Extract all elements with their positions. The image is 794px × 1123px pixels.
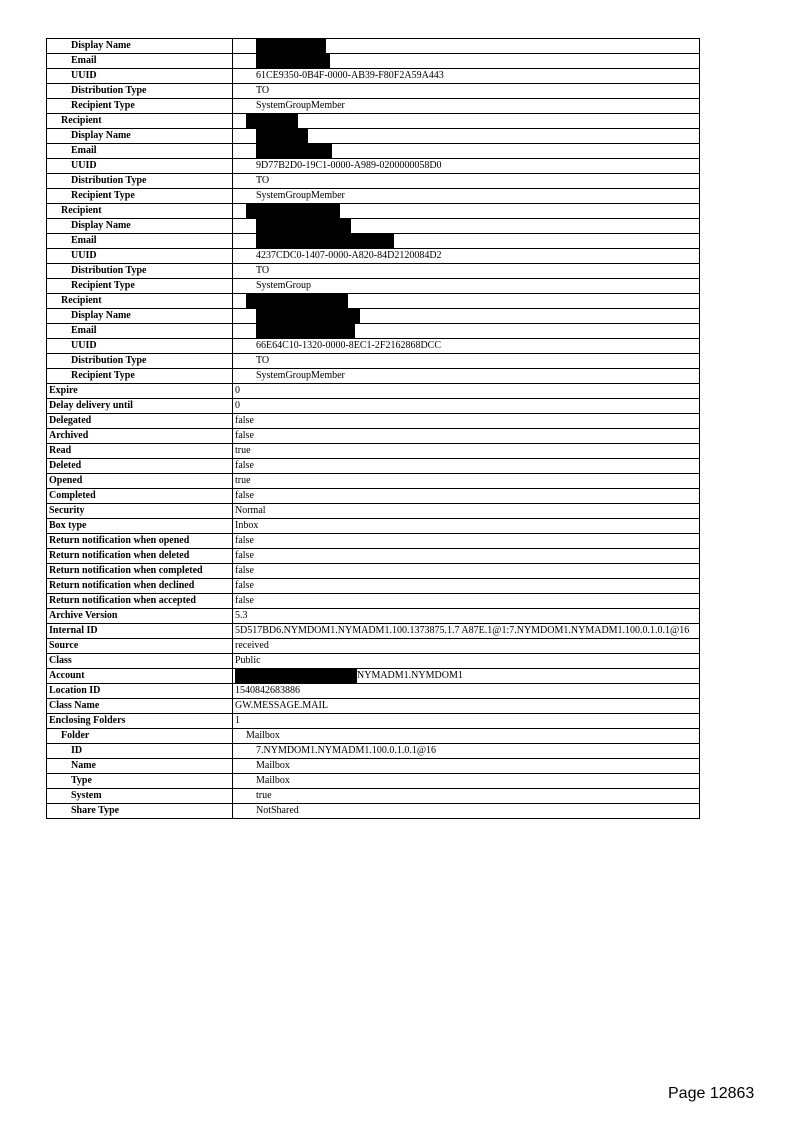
redaction-block bbox=[256, 219, 351, 233]
field-label: Enclosing Folders bbox=[47, 714, 233, 729]
table-row bbox=[47, 594, 700, 609]
table-row bbox=[47, 129, 700, 144]
table-row bbox=[47, 444, 700, 459]
field-value bbox=[233, 114, 700, 129]
table-row bbox=[47, 519, 700, 534]
field-value bbox=[233, 309, 700, 324]
field-label: Share Type bbox=[47, 804, 233, 819]
record-table bbox=[46, 38, 700, 819]
field-label: Display Name bbox=[47, 129, 233, 144]
field-label: Recipient Type bbox=[47, 189, 233, 204]
field-value bbox=[233, 294, 700, 309]
table-row bbox=[47, 279, 700, 294]
field-label: Archive Version bbox=[47, 609, 233, 624]
table-row bbox=[47, 729, 700, 744]
field-value: NotShared bbox=[233, 804, 700, 819]
field-label: Account bbox=[47, 669, 233, 684]
table-row bbox=[47, 759, 700, 774]
field-label: Folder bbox=[47, 729, 233, 744]
redaction-block bbox=[256, 144, 332, 158]
field-value: false bbox=[233, 489, 700, 504]
field-label: Return notification when deleted bbox=[47, 549, 233, 564]
table-row bbox=[47, 384, 700, 399]
field-value: SystemGroup bbox=[233, 279, 700, 294]
field-value bbox=[233, 219, 700, 234]
field-label: Recipient Type bbox=[47, 99, 233, 114]
field-label: Return notification when declined bbox=[47, 579, 233, 594]
redaction-block bbox=[256, 309, 360, 323]
table-row bbox=[47, 564, 700, 579]
field-label: Delay delivery until bbox=[47, 399, 233, 414]
field-value bbox=[233, 234, 700, 249]
table-row bbox=[47, 429, 700, 444]
field-value: Public bbox=[233, 654, 700, 669]
table-row bbox=[47, 99, 700, 114]
table-row bbox=[47, 234, 700, 249]
field-value bbox=[233, 324, 700, 339]
page-number: Page 12863 bbox=[668, 1085, 755, 1102]
field-value: Mailbox bbox=[233, 774, 700, 789]
table-row bbox=[47, 144, 700, 159]
field-value: 1540842683886 bbox=[233, 684, 700, 699]
table-row bbox=[47, 264, 700, 279]
table-row bbox=[47, 789, 700, 804]
redaction-block bbox=[256, 39, 326, 53]
table-row bbox=[47, 414, 700, 429]
field-value bbox=[233, 204, 700, 219]
redaction-block bbox=[256, 54, 330, 68]
field-label: ID bbox=[47, 744, 233, 759]
field-value: 0 bbox=[233, 384, 700, 399]
field-value: false bbox=[233, 534, 700, 549]
field-value: false bbox=[233, 594, 700, 609]
field-label: Return notification when opened bbox=[47, 534, 233, 549]
field-value: 7.NYMDOM1.NYMADM1.100.0.1.0.1@16 bbox=[233, 744, 700, 759]
table-row bbox=[47, 549, 700, 564]
field-label: Distribution Type bbox=[47, 264, 233, 279]
table-row bbox=[47, 69, 700, 84]
field-label: Display Name bbox=[47, 39, 233, 54]
field-label: Email bbox=[47, 54, 233, 69]
table-row bbox=[47, 804, 700, 819]
field-value: Mailbox bbox=[233, 729, 700, 744]
table-row bbox=[47, 609, 700, 624]
table-row bbox=[47, 189, 700, 204]
table-row bbox=[47, 54, 700, 69]
field-value bbox=[233, 129, 700, 144]
field-label: UUID bbox=[47, 249, 233, 264]
field-value: true bbox=[233, 789, 700, 804]
field-value: TO bbox=[233, 354, 700, 369]
field-value: false bbox=[233, 429, 700, 444]
table-row bbox=[47, 354, 700, 369]
table-row bbox=[47, 339, 700, 354]
table-row bbox=[47, 714, 700, 729]
field-value: 5.3 bbox=[233, 609, 700, 624]
field-value bbox=[233, 144, 700, 159]
field-label: Expire bbox=[47, 384, 233, 399]
field-value bbox=[233, 39, 700, 54]
table-row bbox=[47, 579, 700, 594]
table-row bbox=[47, 774, 700, 789]
field-value: 5D517BD6.NYMDOM1.NYMADM1.100.1373875.1.7 A87E.1@1:7.NYMDOM1.NYMADM1.100.0.1.0.1@16 bbox=[233, 624, 700, 639]
redaction-block bbox=[256, 234, 394, 248]
field-value: GW.MESSAGE.MAIL bbox=[233, 699, 700, 714]
table-row bbox=[47, 534, 700, 549]
table-row bbox=[47, 219, 700, 234]
field-value: 0 bbox=[233, 399, 700, 414]
field-label: Return notification when accepted bbox=[47, 594, 233, 609]
field-label: Recipient Type bbox=[47, 369, 233, 384]
field-label: Distribution Type bbox=[47, 84, 233, 99]
field-label: Email bbox=[47, 144, 233, 159]
table-row bbox=[47, 204, 700, 219]
field-value bbox=[233, 54, 700, 69]
field-label: Delegated bbox=[47, 414, 233, 429]
field-value: false bbox=[233, 414, 700, 429]
field-value: SystemGroupMember bbox=[233, 369, 700, 384]
field-label: Location ID bbox=[47, 684, 233, 699]
table-row bbox=[47, 159, 700, 174]
table-row bbox=[47, 459, 700, 474]
account-value: NYMADM1.NYMDOM1 bbox=[357, 670, 463, 681]
field-value: received bbox=[233, 639, 700, 654]
field-label: Return notification when completed bbox=[47, 564, 233, 579]
field-label: Completed bbox=[47, 489, 233, 504]
field-value bbox=[233, 669, 700, 684]
field-label: Internal ID bbox=[47, 624, 233, 639]
table-row bbox=[47, 399, 700, 414]
field-value: SystemGroupMember bbox=[233, 99, 700, 114]
table-row bbox=[47, 744, 700, 759]
field-value: Inbox bbox=[233, 519, 700, 534]
field-label: Email bbox=[47, 324, 233, 339]
field-value: false bbox=[233, 564, 700, 579]
field-label: Box type bbox=[47, 519, 233, 534]
field-value: true bbox=[233, 474, 700, 489]
field-value: 61CE9350-0B4F-0000-AB39-F80F2A59A443 bbox=[233, 69, 700, 84]
table-row bbox=[47, 84, 700, 99]
field-value: 66E64C10-1320-0000-8EC1-2F2162868DCC bbox=[233, 339, 700, 354]
table-row bbox=[47, 654, 700, 669]
field-label: Display Name bbox=[47, 219, 233, 234]
table-row bbox=[47, 174, 700, 189]
table-row bbox=[47, 39, 700, 54]
field-label: UUID bbox=[47, 159, 233, 174]
field-label: Deleted bbox=[47, 459, 233, 474]
table-row bbox=[47, 324, 700, 339]
table-row bbox=[47, 684, 700, 699]
field-value: SystemGroupMember bbox=[233, 189, 700, 204]
field-value: true bbox=[233, 444, 700, 459]
table-row bbox=[47, 114, 700, 129]
field-label: Display Name bbox=[47, 309, 233, 324]
redaction-block bbox=[256, 129, 308, 143]
field-value: TO bbox=[233, 174, 700, 189]
field-label: UUID bbox=[47, 69, 233, 84]
field-label: Distribution Type bbox=[47, 354, 233, 369]
field-value: false bbox=[233, 549, 700, 564]
redaction-block bbox=[246, 204, 340, 218]
field-value: 1 bbox=[233, 714, 700, 729]
field-label: Recipient Type bbox=[47, 279, 233, 294]
field-label: Source bbox=[47, 639, 233, 654]
field-label: Class bbox=[47, 654, 233, 669]
table-row bbox=[47, 489, 700, 504]
field-value: false bbox=[233, 579, 700, 594]
field-value: 4237CDC0-1407-0000-A820-84D2120084D2 bbox=[233, 249, 700, 264]
field-label: Recipient bbox=[47, 114, 233, 129]
table-row bbox=[47, 294, 700, 309]
field-label: Archived bbox=[47, 429, 233, 444]
field-label: Email bbox=[47, 234, 233, 249]
table-row bbox=[47, 249, 700, 264]
redaction-block bbox=[256, 324, 355, 338]
field-label: Opened bbox=[47, 474, 233, 489]
table-row bbox=[47, 624, 700, 639]
field-label: Name bbox=[47, 759, 233, 774]
table-row bbox=[47, 309, 700, 324]
field-label: Recipient bbox=[47, 294, 233, 309]
field-label: Class Name bbox=[47, 699, 233, 714]
field-label: Recipient bbox=[47, 204, 233, 219]
table-row bbox=[47, 639, 700, 654]
field-value: false bbox=[233, 459, 700, 474]
field-label: Read bbox=[47, 444, 233, 459]
table-row bbox=[47, 699, 700, 714]
field-label: Security bbox=[47, 504, 233, 519]
redaction-block bbox=[246, 114, 298, 128]
field-value: Normal bbox=[233, 504, 700, 519]
field-value: 9D77B2D0-19C1-0000-A989-0200000058D0 bbox=[233, 159, 700, 174]
field-value: TO bbox=[233, 84, 700, 99]
redaction-block bbox=[246, 294, 348, 308]
table-row bbox=[47, 369, 700, 384]
field-label: System bbox=[47, 789, 233, 804]
table-row bbox=[47, 504, 700, 519]
field-label: Distribution Type bbox=[47, 174, 233, 189]
field-value: Mailbox bbox=[233, 759, 700, 774]
field-label: UUID bbox=[47, 339, 233, 354]
field-value: TO bbox=[233, 264, 700, 279]
table-row bbox=[47, 474, 700, 489]
table-row bbox=[47, 669, 700, 684]
field-label: Type bbox=[47, 774, 233, 789]
redaction-block bbox=[235, 669, 357, 683]
